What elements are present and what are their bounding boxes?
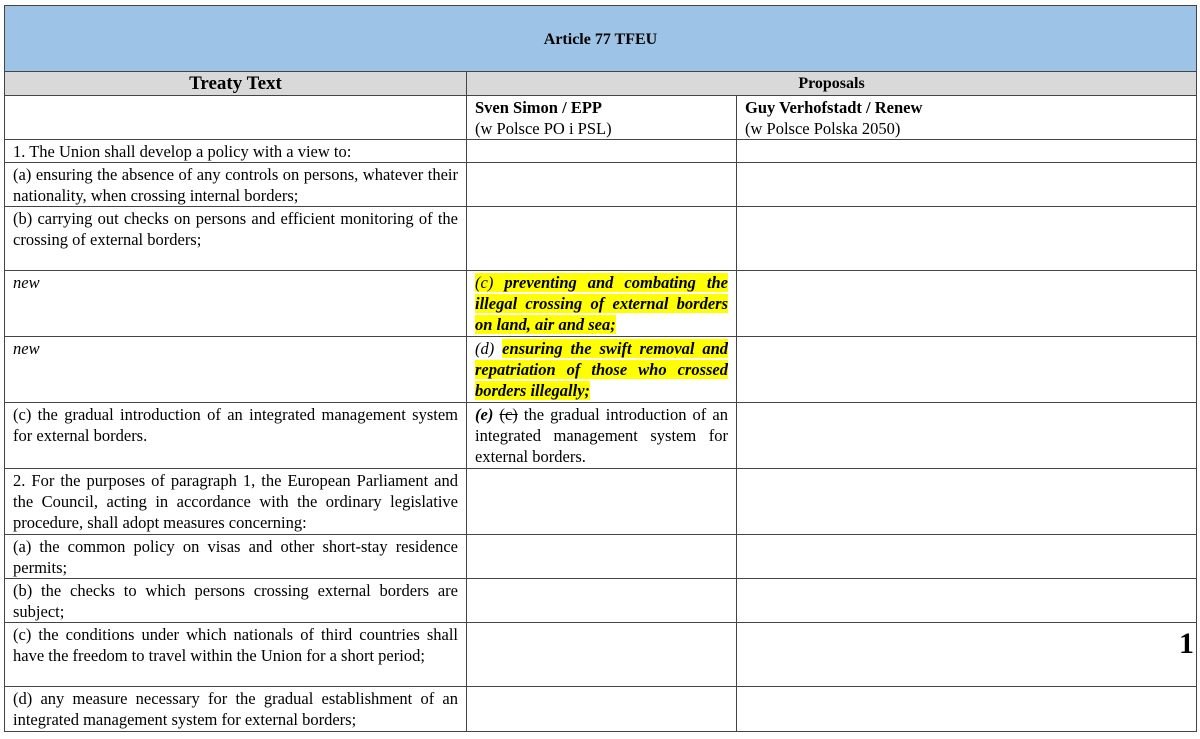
blank-cell [5, 96, 467, 140]
table-row [5, 337, 1197, 403]
epp-cell [467, 686, 737, 731]
epp-cell [467, 207, 737, 271]
renew-cell [737, 578, 1197, 622]
epp-cell [467, 468, 737, 534]
renew-cell [737, 686, 1197, 731]
table-row [5, 271, 1197, 337]
table-row [5, 163, 1197, 207]
table-row [5, 578, 1197, 622]
epp-point-label: (d) [475, 339, 495, 359]
renew-cell [737, 403, 1197, 468]
renew-cell [737, 337, 1197, 403]
epp-cell [467, 578, 737, 622]
page-number: 1 [1179, 626, 1195, 660]
treaty-cell: 1. The Union shall develop a policy with a view to: [5, 140, 467, 163]
table-row [5, 403, 1197, 468]
epp-point-label: (c) [475, 273, 494, 293]
epp-cell [467, 337, 737, 403]
treaty-cell: (a) the common policy on visas and other short-stay residence permits; [5, 534, 467, 578]
renew-cell [737, 140, 1197, 163]
epp-cell [467, 534, 737, 578]
treaty-cell: (c) the conditions under which nationals of third countries shall have the freedom to travel within the Union for a short period; [5, 622, 467, 686]
renew-cell [737, 271, 1197, 337]
treaty-cell: (b) the checks to which persons crossing external borders are subject; [5, 578, 467, 622]
treaty-text-header: Treaty Text [5, 72, 467, 96]
table-row [5, 686, 1197, 731]
table-row [5, 622, 1197, 686]
epp-cell [467, 271, 737, 337]
table-row [5, 468, 1197, 534]
table-row [5, 207, 1197, 271]
proposals-header: Proposals [467, 72, 1197, 96]
treaty-cell: (c) the gradual introduction of an integrated management system for external borders. [5, 403, 467, 468]
treaty-cell: 2. For the purposes of paragraph 1, the European Parliament and the Council, acting in accordance with the ordinary legislative procedure, shall adopt measures concerning: [5, 468, 467, 534]
treaty-cell: new [5, 271, 467, 337]
treaty-cell: (b) carrying out checks on persons and efficient monitoring of the crossing of external borders; [5, 207, 467, 271]
epp-cell [467, 622, 737, 686]
renew-cell [737, 622, 1197, 686]
proposer-name: Guy Verhofstadt / Renew [745, 98, 923, 118]
epp-new-label: (e) [475, 405, 494, 425]
renew-cell [737, 163, 1197, 207]
epp-proposal-text: ensuring the swift removal and repatriation of those who crossed borders illegally; [475, 339, 728, 401]
epp-cell [467, 163, 737, 207]
epp-deleted-label: (c) [499, 405, 518, 425]
treaty-cell: (d) any measure necessary for the gradual establishment of an integrated management system for external borders; [5, 686, 467, 731]
proposer-name: Sven Simon / EPP [475, 98, 602, 118]
article-table [4, 5, 1197, 732]
renew-cell [737, 207, 1197, 271]
epp-cell [467, 140, 737, 163]
epp-proposal-text: preventing and combating the illegal crossing of external borders on land, air and sea; [475, 273, 728, 335]
proposer-party: (w Polsce PO i PSL) [475, 119, 612, 139]
table-title: Article 77 TFEU [5, 6, 1197, 72]
treaty-cell: new [5, 337, 467, 403]
renew-cell [737, 534, 1197, 578]
table-row [5, 140, 1197, 163]
treaty-cell: (a) ensuring the absence of any controls on persons, whatever their nationality, when crossing internal borders; [5, 163, 467, 207]
proposer-epp [467, 96, 737, 140]
epp-cell [467, 403, 737, 468]
proposer-party: (w Polsce Polska 2050) [745, 119, 901, 139]
epp-proposal-text: the gradual introduction of an integrated management system for external borders. [475, 405, 729, 467]
proposer-renew [737, 96, 1197, 140]
table-row [5, 534, 1197, 578]
renew-cell [737, 468, 1197, 534]
